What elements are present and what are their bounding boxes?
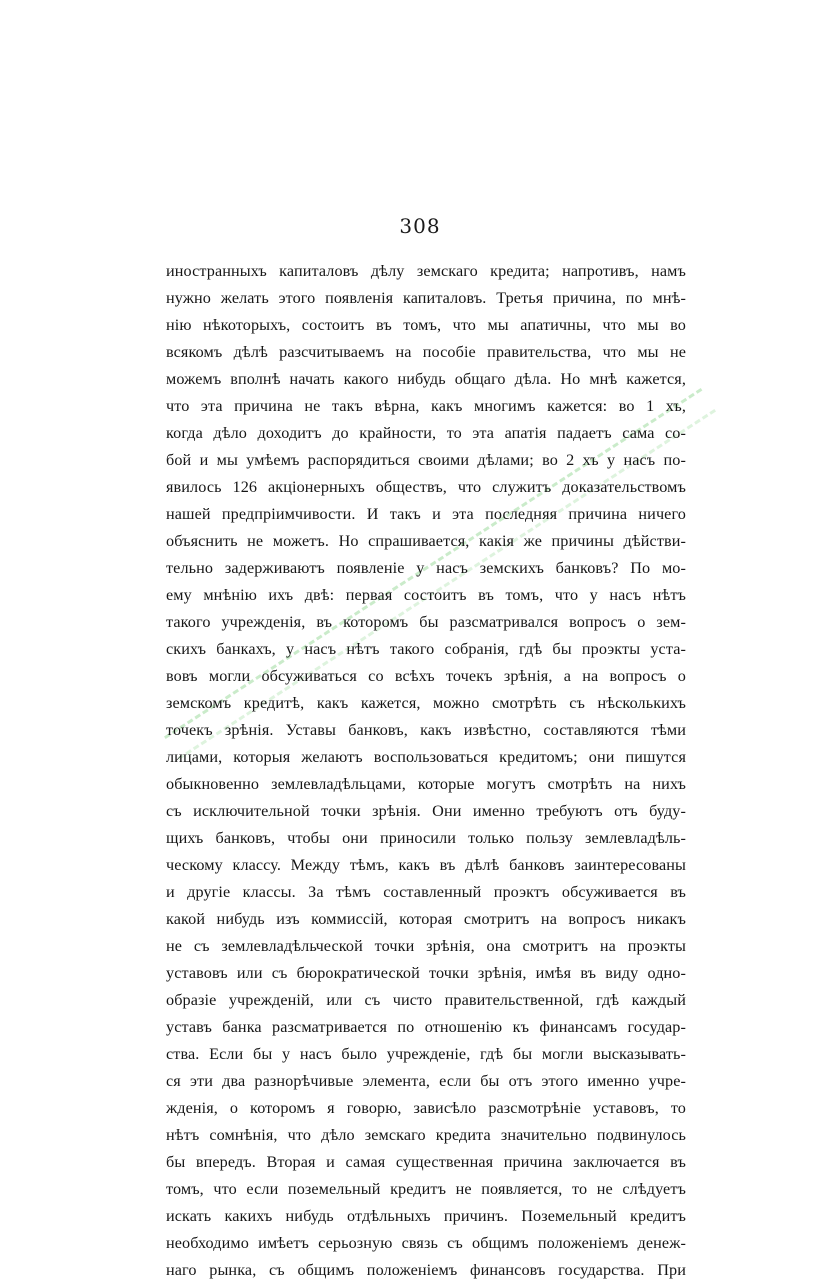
body-text [166,258,686,1284]
text-line: уставовъ или съ бюрократической точки зрѣнія, имѣя въ виду одно- [166,964,686,982]
text-line: нію нѣкоторыхъ, состоитъ въ томъ, что мы апатичны, что мы во [166,316,686,334]
text-line: бы впередъ. Вторая и самая существенная причина заключается въ [166,1153,686,1171]
text-line: когда дѣло доходитъ до крайности, то эта апатія падаетъ сама со- [166,424,686,442]
text-line: ся эти два разнорѣчивые элемента, если бы отъ этого именно учре- [166,1072,686,1090]
text-line: съ исключительной точки зрѣнія. Они именно требуютъ отъ буду- [166,802,686,820]
text-line: искать какихъ нибудь отдѣльныхъ причинъ. Поземельный кредитъ [166,1207,686,1225]
text-line: уставъ банка разсматривается по отношенію къ финансамъ государ- [166,1018,686,1036]
text-line: ему мнѣнію ихъ двѣ: первая состоитъ въ томъ, что у насъ нѣтъ [166,586,686,604]
text-line: томъ, что если поземельный кредитъ не появляется, то не слѣдуетъ [166,1180,686,1198]
text-line: наго рынка, съ общимъ положеніемъ финансовъ государства. При [166,1261,686,1279]
text-line: нѣтъ сомнѣнія, что дѣло земскаго кредита значительно подвинулось [166,1126,686,1144]
text-line: можемъ вполнѣ начать какого нибудь общаго дѣла. Но мнѣ кажется, [166,370,686,388]
text-line: иностранныхъ капиталовъ дѣлу земскаго кредита; напротивъ, намъ [166,262,686,280]
text-line: лицами, которыя желаютъ воспользоваться кредитомъ; они пишутся [166,748,686,766]
text-line: бой и мы умѣемъ распорядиться своими дѣлами; во 2 хъ у насъ по- [166,451,686,469]
text-line: точекъ зрѣнія. Уставы банковъ, какъ извѣстно, составляются тѣми [166,721,686,739]
text-line: всякомъ дѣлѣ разсчитываемъ на пособіе правительства, что мы не [166,343,686,361]
text-line: какой нибудь изъ коммиссій, которая смотритъ на вопросъ никакъ [166,910,686,928]
text-line: нужно желать этого появленія капиталовъ. Третья причина, по мнѣ- [166,289,686,307]
text-line: щихъ банковъ, чтобы они приносили только пользу землевладѣль- [166,829,686,847]
text-line: образіе учрежденій, или съ чисто правительственной, гдѣ каждый [166,991,686,1009]
page-number: 308 [399,214,441,238]
text-line: объяснить не можетъ. Но спрашивается, какія же причины дѣйстви- [166,532,686,550]
text-line: земскомъ кредитѣ, какъ кажется, можно смотрѣть съ нѣсколькихъ [166,694,686,712]
text-line: такого учрежденія, въ которомъ бы разсматривался вопросъ о зем- [166,613,686,631]
text-line: необходимо имѣетъ серьозную связь съ общимъ положеніемъ денеж- [166,1234,686,1252]
text-line: вовъ могли обсуживаться со всѣхъ точекъ зрѣнія, а на вопросъ о [166,667,686,685]
text-line: не съ землевладѣльческой точки зрѣнія, она смотритъ на проэкты [166,937,686,955]
text-line: тельно задерживаютъ появленіе у насъ земскихъ банковъ? По мо- [166,559,686,577]
text-line: жденія, о которомъ я говорю, зависѣло разсмотрѣніе уставовъ, то [166,1099,686,1117]
text-line: ческому классу. Между тѣмъ, какъ въ дѣлѣ банковъ заинтересованы [166,856,686,874]
text-line: явилось 126 акціонерныхъ обществъ, что служитъ доказательствомъ [166,478,686,496]
text-line: что эта причина не такъ вѣрна, какъ многимъ кажется: во 1 хъ, [166,397,686,415]
text-line: ства. Если бы у насъ было учрежденіе, гдѣ бы могли высказывать- [166,1045,686,1063]
text-line: нашей предпріимчивости. И такъ и эта последняя причина ничего [166,505,686,523]
text-line: и другіе классы. За тѣмъ составленный проэктъ обсуживается въ [166,883,686,901]
text-line: обыкновенно землевладѣльцами, которые могутъ смотрѣть на нихъ [166,775,686,793]
text-line: скихъ банкахъ, у насъ нѣтъ такого собранія, гдѣ бы проэкты уста- [166,640,686,658]
